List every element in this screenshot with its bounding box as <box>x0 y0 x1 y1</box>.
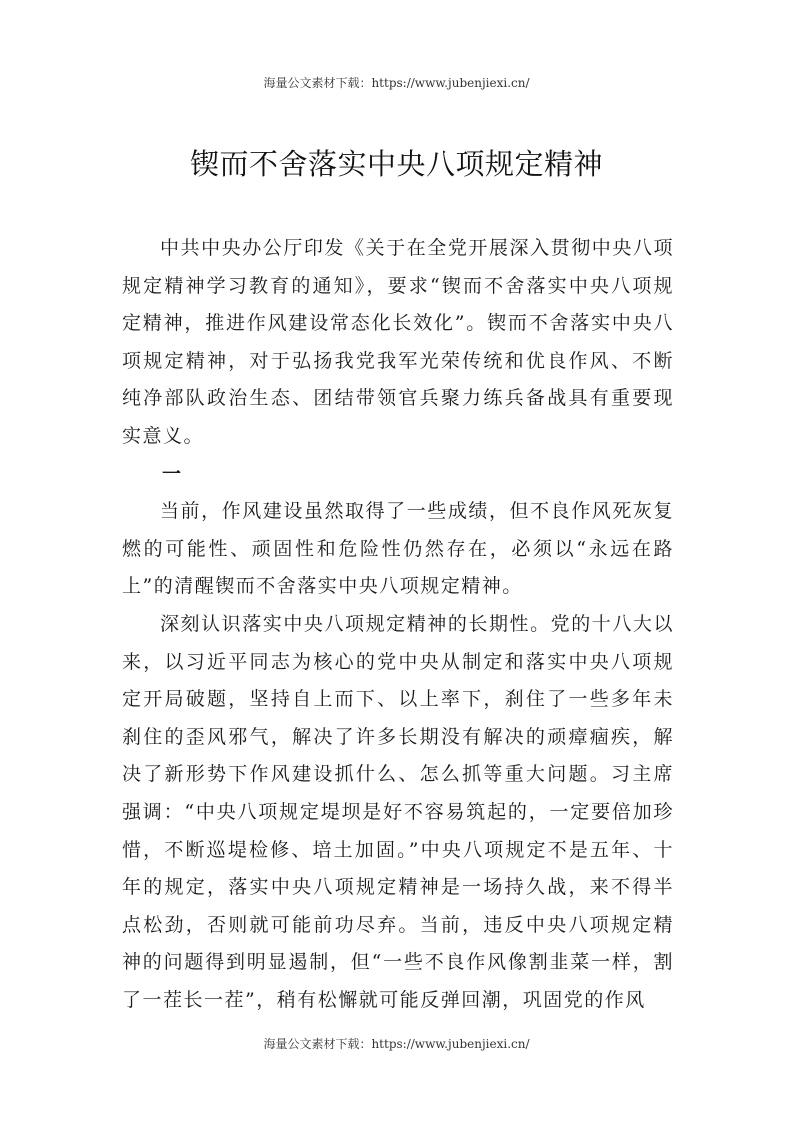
document-title: 锲而不舍落实中央八项规定精神 <box>189 147 603 181</box>
body-paragraph: 当前，作风建设虽然取得了一些成绩，但不良作风死灰复燃的可能性、顽固性和危险性仍然存在，必须以“永远在路上”的清醒锲而不舍落实中央八项规定精神。 <box>122 500 674 598</box>
body-paragraph: 深刻认识落实中央八项规定精神的长期性。党的十八大以来，以习近平同志为核心的党中央从制定和落实中央八项规定开局破题，坚持自上而下、以上率下，刹住了一些多年未刹住的歪风邪气，解决了许多长期没有解决的顽瘴痼疾，解决了新形势下作风建设抓什么、怎么抓等重大问题。习主席强调：“中央八项规定堤坝是好不容易筑起的，一定要倍加珍惜，不断巡堤检修、培土加固。”中央八项规定不是五年、十年的规定，落实中央八项规定精神是一场持久战，来不得半点松劲，否则就可能前功尽弃。当前，违反中央八项规定精神的问题得到明显遏制，但“一些不良作风像割韭菜一样，割了一茬长一茬”，稍有松懈就可能反弹回潮，巩固党的作风 <box>122 612 674 1011</box>
intro-paragraph: 中共中央办公厅印发《关于在全党开展深入贯彻中央八项规定精神学习教育的通知》，要求“锲而不舍落实中央八项规定精神，推进作风建设常态化长效化”。锲而不舍落实中央八项规定精神，对于弘扬我党我军光荣传统和优良作风、不断纯净部队政治生态、团结带领官兵聚力练兵备战具有重要现实意义。 <box>122 237 674 447</box>
section-number: 一 <box>162 462 182 485</box>
document-body <box>122 230 674 1019</box>
page-footer: 海量公文素材下载：https://www.jubenjiexi.cn/ <box>263 1037 530 1051</box>
page-header: 海量公文素材下载：https://www.jubenjiexi.cn/ <box>263 76 530 90</box>
